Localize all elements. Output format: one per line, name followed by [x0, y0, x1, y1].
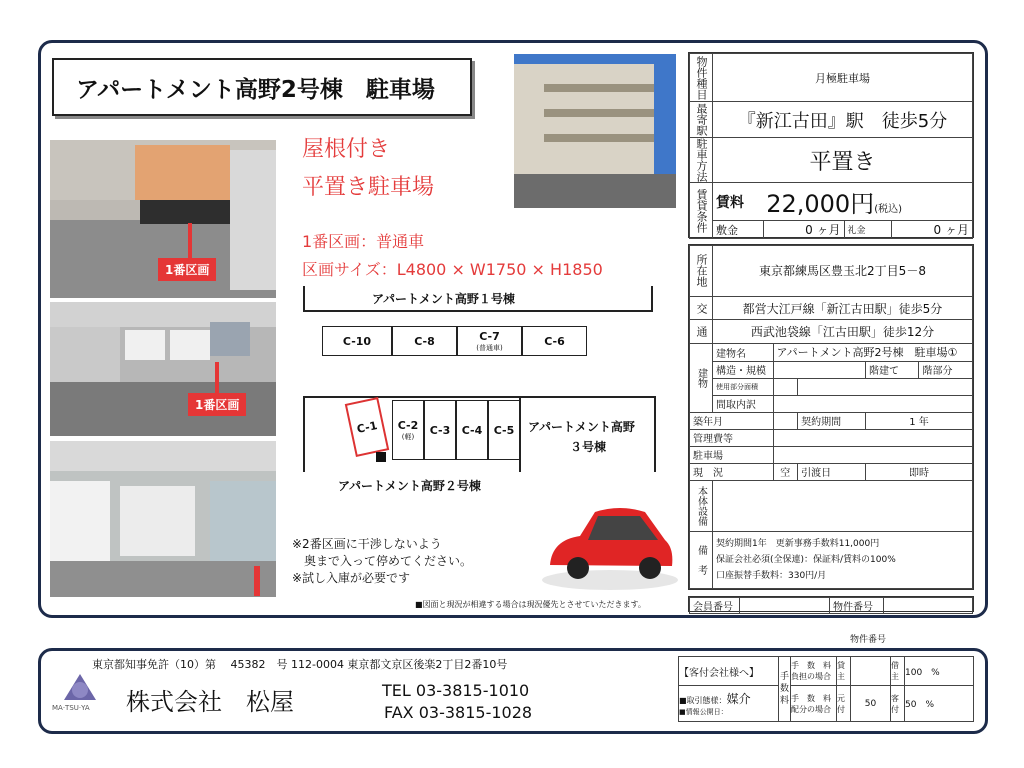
photo-tag-2: 1番区画: [188, 393, 246, 416]
building-label: 建物: [690, 343, 713, 412]
stall-c3: C-3: [424, 400, 456, 460]
fee-row-2: 手 数 料: [791, 693, 831, 703]
logo-text: MA·TSU·YA: [52, 704, 90, 712]
equipment-label: 本体設備: [690, 480, 713, 531]
stall-c5: C-5: [488, 400, 520, 460]
building-name: アパートメント高野2号棟 駐車場①: [773, 343, 972, 361]
fee-label-c: 料: [779, 696, 789, 706]
deal-label: ■取引態様：: [679, 696, 727, 706]
arrow-icon: [188, 223, 192, 258]
key-money-value: 0 ヶ月: [892, 221, 973, 239]
rent-tax: (税込): [874, 204, 903, 215]
borrower-value: 100 %: [905, 657, 974, 686]
lender-label: 貸主: [837, 657, 851, 686]
company-name: 株式会社 松屋: [126, 688, 294, 716]
parking-method: 平置き: [713, 138, 973, 183]
property-no-label: 物件番号: [830, 598, 884, 614]
handover-value: 即時: [866, 463, 973, 480]
feature-line-2: 平置き駐車場: [302, 175, 435, 200]
remark-1: 契約期間1年 更新事務手数料11,000円: [716, 538, 880, 549]
note-2: 奥まで入って停めてください。: [304, 554, 473, 568]
building-3-label-1: アパートメント高野: [528, 420, 635, 434]
address: 東京都練馬区豊玉北2丁目5－8: [713, 246, 973, 297]
agent-fee-table: [678, 656, 974, 722]
deposit-label: 敷金: [713, 221, 764, 239]
deposit-value: 0 ヶ月: [763, 221, 844, 239]
transport-label-2: 通: [690, 320, 713, 343]
stall-c4: C-4: [456, 400, 488, 460]
area-label: 使用部分面積: [713, 378, 774, 395]
key-money-label: 礼金: [844, 221, 892, 239]
contract-value: 1 年: [866, 412, 973, 429]
fee-row-1b: 負担の場合: [791, 672, 831, 682]
remark-3: 口座振替手数料：330円/月: [716, 570, 827, 581]
info-panel-bottom: [688, 596, 974, 612]
building-2-label: アパートメント高野２号棟: [338, 479, 481, 493]
fee-label-a: 手: [779, 672, 789, 682]
spec-section: 1番区画：普通車: [302, 232, 425, 251]
info-panel-top: [688, 52, 974, 238]
building-3-label-2: ３号棟: [570, 440, 607, 454]
method-label: 駐車方法: [690, 138, 713, 183]
arrow-icon: [215, 362, 219, 394]
rent-label: 賃貸条件: [690, 183, 713, 239]
stall-c10: C-10: [322, 326, 392, 356]
type-label: 物件種目: [690, 54, 713, 102]
borrower-label: 借主: [891, 657, 905, 686]
license: 東京都知事免許（10）第 45382 号 112-0004 東京都文京区後楽2丁目2番10号: [92, 658, 508, 671]
transport-1: 都営大江戸線「新江古田駅」徒歩5分: [713, 296, 973, 319]
note-3: ※試し入庫が必要です: [292, 571, 411, 585]
stall-c1: C-1: [345, 397, 389, 457]
property-no-outside: 物件番号: [850, 635, 887, 645]
contract-label: 契約期間: [798, 412, 866, 429]
status-value: 空: [773, 463, 798, 480]
bname-label: 建物名: [713, 343, 774, 361]
deal-value: 媒介: [726, 692, 751, 707]
stall-c6: C-6: [522, 326, 587, 356]
address-label: 所在地: [690, 246, 713, 297]
feature-line-1: 屋根付き: [302, 137, 391, 162]
origin-value: 50: [851, 686, 891, 722]
transport-label-1: 交: [690, 296, 713, 319]
floor-part-label: 階部分: [919, 361, 973, 378]
client-value: 50 %: [905, 686, 974, 722]
publish-label: ■情報公開日：: [679, 708, 728, 717]
handover-label: 引渡日: [798, 463, 866, 480]
photo-parking-3: [50, 441, 276, 597]
status-label: 現 況: [690, 463, 774, 480]
mgmt-label: 管理費等: [690, 429, 774, 446]
info-panel-mid: [688, 244, 974, 590]
spec-size: 区画サイズ：L4800 × W1750 × H1850: [302, 260, 603, 279]
building-1-label: アパートメント高野１号棟: [372, 292, 515, 306]
note-1: ※2番区画に干渉しないよう: [292, 537, 442, 551]
origin-label: 元付: [837, 686, 851, 722]
photo-building: [514, 54, 676, 208]
remark-2: 保証会社必須(全保連)：保証料/賃料の100%: [716, 554, 896, 565]
stall-c2: C-2 (軽): [392, 400, 424, 460]
built-label: 築年月: [690, 412, 774, 429]
fee-row-1: 手 数 料: [791, 661, 831, 671]
arrow-icon: [254, 566, 260, 596]
stall-c8: C-8: [392, 326, 457, 356]
tel: TEL 03-3815-1010: [382, 681, 530, 700]
rent-value: 22,000円: [766, 190, 875, 218]
fee-label-b: 数: [779, 684, 789, 694]
property-type: 月極駐車場: [713, 54, 973, 102]
nearest-station: 『新江古田』駅 徒歩5分: [713, 102, 973, 138]
station-label: 最寄駅: [690, 102, 713, 138]
car-illustration: [540, 500, 680, 592]
pillar: [376, 452, 386, 462]
remarks-label: 備 考: [690, 531, 713, 588]
stall-c7: C-7 (普通車): [457, 326, 522, 356]
page-title: アパートメント高野2号棟 駐車場: [52, 58, 472, 116]
fee-row-2b: 配分の場合: [791, 704, 831, 714]
parking-label: 駐車場: [690, 446, 774, 463]
transport-2: 西武池袋線「江古田駅」徒歩12分: [713, 320, 973, 343]
client-label: 客付: [891, 686, 905, 722]
company-logo-icon: [60, 670, 100, 704]
photo-tag-1: 1番区画: [158, 258, 216, 281]
layout-label: 間取内訳: [713, 395, 774, 412]
fax: FAX 03-3815-1028: [384, 703, 533, 722]
member-no-label: 会員番号: [690, 598, 740, 614]
agent-header: 【客付会社様へ】: [679, 657, 779, 686]
structure-label: 構造・規模: [713, 361, 774, 378]
floors-label: 階建て: [866, 361, 919, 378]
disclaimer: ■図面と現況が相違する場合は現況優先とさせていただきます。: [415, 600, 646, 609]
rent-title: 賃料: [713, 183, 764, 221]
